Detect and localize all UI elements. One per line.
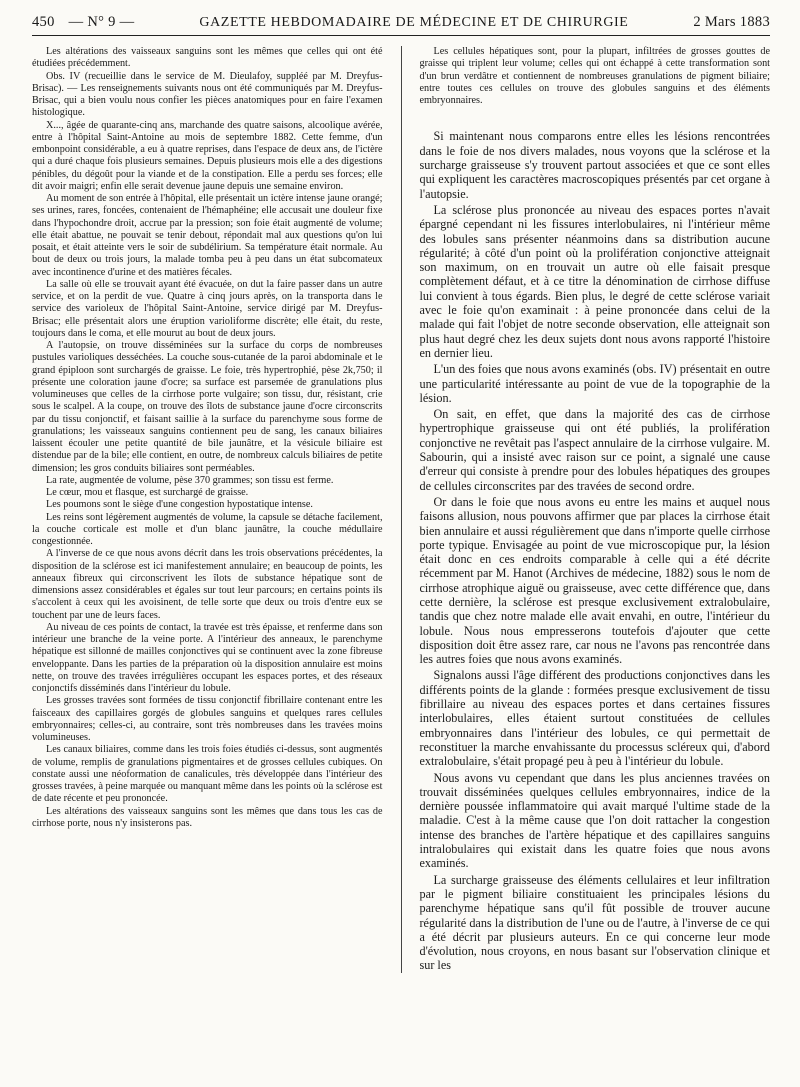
left-column: [32, 46, 383, 973]
paragraph: A l'autopsie, on trouve disséminées sur la surface du corps de nombreuses pustules varioliques desséchées. La couche sous-cutanée de la paroi abdominale et le grand épiploon sont surchargés de graisse. Le foie, très hypertrophié, pèse 2k,750; il présente une coloration jaune d'ocre; sa surface est parsemée de granulations plus volumineuses que celles de la cirrhose porte vulgaire; son tissu, dur, résistant, crie sous le scalpel. A la coupe, on trouve des îlots de substance jaune d'ocre circonscrits par du tissu conjonctif, et faisant saillie à la surface du parenchyme sous forme de granulations; les vaisseaux sanguins contiennent peu de sang, les canaux biliaires laissent écouler une petite quantité de bile jaunâtre, et la vésicule biliaire est distendue par de la bile; elle contient, en outre, de nombreux calculs biliaires de petite dimension; les gros conduits biliaires sont perméables.: [32, 340, 383, 474]
paragraph: Les altérations des vaisseaux sanguins sont les mêmes que dans tous les cas de cirrhose porte, nous n'y insisterons pas.: [32, 805, 383, 829]
paragraph: Au niveau de ces points de contact, la travée est très épaisse, et renferme dans son intérieur une branche de la veine porte. A l'intérieur des anneaux, le parenchyme hépatique est sillonné de mailles conjonctives qui se continuent avec la zone fibreuse enveloppante. Dans les parties de la préparation où la disposition annulaire est moins nette, on trouve des travées irrégulières occupant les espaces portes, et des réseaux conjonctifs disséminés dans l'intérieur du lobule.: [32, 621, 383, 694]
paragraph: La sclérose plus prononcée au niveau des espaces portes n'avait épargné cependant ni les fissures interlobulaires, ni l'intérieur même des lobules sans présenter néanmoins dans sa distribution aucune régularité; à côté d'un point où la prolifération conjonctive atteignait son maximum, on en trouvait un autre où elle faisait presque complètement défaut, et à ce titre la dénomination de cirrhose diffuse lui convient à tous égards. Bien plus, le degré de cette sclérose variait avec le foie qu'on examinait : à peine prononcée dans celui de la malade qui fait l'objet de notre seconde observation, elle atteignait son plus haut degré chez les deux sujets dont nous avons rapporté l'histoire en dernier lieu.: [419, 202, 770, 360]
header-left: [32, 14, 134, 31]
paragraph: On sait, en effet, que dans la majorité des cas de cirrhose hypertrophique graisseuse qui ont été publiés, la prolifération conjonctive ne revêtait pas l'aspect annulaire de la cirrhose vulgaire. M. Sabourin, qui a insisté avec raison sur ce point, a signalé une cause d'erreur qui consiste à prendre pour des lobules hépatiques des groupes de cellules circonscrites par des travées de second ordre.: [419, 407, 770, 493]
paragraph: Les reins sont légèrement augmentés de volume, la capsule se détache facilement, la couche corticale est molle et d'un blanc jaunâtre, la couche médullaire congestionnée.: [32, 511, 383, 547]
column-divider: [401, 46, 402, 973]
text-columns: [32, 46, 770, 973]
paragraph: Les grosses travées sont formées de tissu conjonctif fibrillaire contenant entre les faisceaux des capillaires gorgés de globules sanguins et quelques rares cellules embryonnaires; celles-ci, au contraire, sont très nombreuses dans les travées moins volumineuses.: [32, 695, 383, 743]
right-column-intro-paragraph: Les cellules hépatiques sont, pour la plupart, infiltrées de grosses gouttes de graisse qui triplent leur volume; celles qui ont échappé à cette transformation sont d'un brun verdâtre et contiennent de nombreuses granulations de pigment biliaire; entre toutes ces cellules on trouve des globules sanguins et des éléments embryonnaires.: [419, 46, 770, 107]
paragraph: Le cœur, mou et flasque, est surchargé de graisse.: [46, 487, 249, 498]
issue-number: — N° 9 —: [68, 14, 135, 30]
paragraph: La surcharge graisseuse des éléments cellulaires et leur infiltration par le pigment biliaire constituaient les principales lésions du parenchyme hépatique sans qu'il fût possible de trouver aucune régularité dans la distribution de l'une ou de l'autre, à l'inverse de ce qui a été décrit par plusieurs auteurs. En ce qui concerne leur mode d'évolution, nous croyons, en nous basant sur l'observation clinique et sur les: [419, 872, 770, 973]
issue-date: 2 Mars 1883: [693, 14, 770, 30]
paragraph: L'un des foies que nous avons examinés (obs. IV) présentait en outre une particularité intéressante au point de vue de la topographie de la lésion.: [419, 362, 770, 405]
paragraph: A l'inverse de ce que nous avons décrit dans les trois observations précédentes, la disposition de la sclérose est ici manifestement annulaire; en beaucoup de points, les anneaux fibreux qui circonscrivent les îlots de substance hépatique sont de dimensions assez considérables et égales sur tout leur parcours; en certains points ils s'accolent à ceux qui les avoisinent, de telle sorte que deux ou trois d'entre eux se touchent par une de leurs faces.: [32, 548, 383, 621]
paragraph: Les canaux biliaires, comme dans les trois foies étudiés ci-dessus, sont augmentés de volume, remplis de granulations pigmentaires et de grosses cellules cubiques. On constate aussi une néoformation de canalicules, très développée dans l'intérieur des grosses travées, à peine marquée ou manquant même dans les points où la sclérose est de date récente et peu prononcée.: [32, 744, 383, 805]
paragraph: Nous avons vu cependant que dans les plus anciennes travées on trouvait disséminées quelques cellules embryonnaires, indice de la dernière poussée inflammatoire qui avait marqué l'ultime stade de la maladie. C'est à la même cause que l'on doit rattacher la congestion intense des branches de l'artère hépatique et des capillaires sanguins intralobulaires qui existait dans les quatre foies que nous avons examinés.: [419, 770, 770, 871]
right-column: [419, 46, 770, 973]
paragraph: La salle où elle se trouvait ayant été évacuée, on dut la faire passer dans un autre service, et on la perdit de vue. Quatre à cinq jours après, on la transporta dans le service des varioleux de l'hôpital Saint-Antoine, service dirigé par M. Dreyfus-Brisac; elle présentait alors une éruption varioliforme discrète; elle était, du reste, toujours dans le coma, et elle mourut au bout de deux jours.: [32, 278, 383, 339]
paragraph: Au moment de son entrée à l'hôpital, elle présentait un ictère intense jaune orangé; ses urines, rares, foncées, contenaient de l'hémaphéine; elle accusait une douleur fixe dans l'hypochondre droit, accrue par la pression; son foie était augmenté de volume; elle était abattue, ne pouvait se tenir debout, répondait mal aux questions qu'on lui posait, et était atteinte vers le soir de subdélirium. Sa température était normale. Au bout de deux ou trois jours, la malade tomba peu à peu dans un état subcomateux avec incontinence d'urine et des matières fécales.: [32, 193, 383, 278]
paragraph: Les poumons sont le siège d'une congestion hypostatique intense.: [46, 499, 313, 511]
paragraph: Les altérations des vaisseaux sanguins sont les mêmes que celles qui ont été étudiées précédemment.: [32, 46, 383, 70]
page-number: 450: [32, 14, 55, 30]
paragraph: Signalons aussi l'âge différent des productions conjonctives dans les différents points de la glande : formées presque exclusivement de tissu fibrillaire au niveau des espaces portes et dans certaines fissures interlobulaires, elles étaient surtout constituées de cellules embryonnaires dans l'intérieur des lobules, ce qui permettait de reconstituer la marche envahissante du processus scléreux qui, d'abord extralobulaire, s'était propagé peu à peu à l'intérieur du lobule.: [419, 668, 770, 769]
paragraph: La rate, augmentée de volume, pèse 370 grammes; son tissu est ferme.: [46, 474, 334, 486]
paragraph: X..., âgée de quarante-cinq ans, marchande des quatre saisons, alcoolique avérée, entre à l'hôpital Saint-Antoine au mois de septembre 1882. Cette femme, d'un embonpoint considérable, a eu à quatre reprises, dans l'espace de deux ans, de l'ictère qui a duré chaque fois plusieurs semaines. Depuis plusieurs mois elle a des digestions pénibles, du dégoût pour la viande et de la constipation. Elle a perdu ses forces; elle dit avoir maigri; enfin elle serait devenue jaune depuis une semaine environ.: [32, 119, 383, 192]
paragraph: Or dans le foie que nous avons eu entre les mains et auquel nous faisons allusion, nous pouvons affirmer que par places la cirrhose était bien annulaire et aussi régulièrement que dans n'importe quelle cirrhose porte typique. Envisagée au point de vue microscopique pur, la lésion était donc en ces endroits comparable à celle qui a été décrite récemment par M. Hanot (Archives de médecine, 1882) sous le nom de cirrhose atrophique aiguë ou graisseuse, avec cette différence que, dans cette dernière, la sclérose est presque exclusivement extralobulaire, tandis que chez notre malade elle avait envahi, en outre, l'intérieur du lobule. Nous nous empresserons toutefois d'ajouter que cette disposition doit être assez rare, car nous ne l'avons pas rencontrée dans les autres foies que nous avons examinés.: [419, 494, 770, 667]
paragraph: Obs. IV (recueillie dans le service de M. Dieulafoy, suppléé par M. Dreyfus-Brisac). — Les renseignements suivants nous ont été communiqués par M. Dreyfus-Brisac, qui a bien voulu nous confier les pièces anatomiques pour en faire l'examen histologique.: [32, 70, 383, 119]
paragraph: Si maintenant nous comparons entre elles les lésions rencontrées dans le foie de nos divers malades, nous voyons que la sclérose et la surcharge graisseuse s'y trouvent partout associées et que ce sont elles qui expliquent les caractères macroscopiques présentés par cet organe à l'autopsie.: [419, 129, 770, 201]
page-header: [32, 14, 770, 36]
journal-title: GAZETTE HEBDOMADAIRE DE MÉDECINE ET DE CHIRURGIE: [199, 15, 629, 30]
